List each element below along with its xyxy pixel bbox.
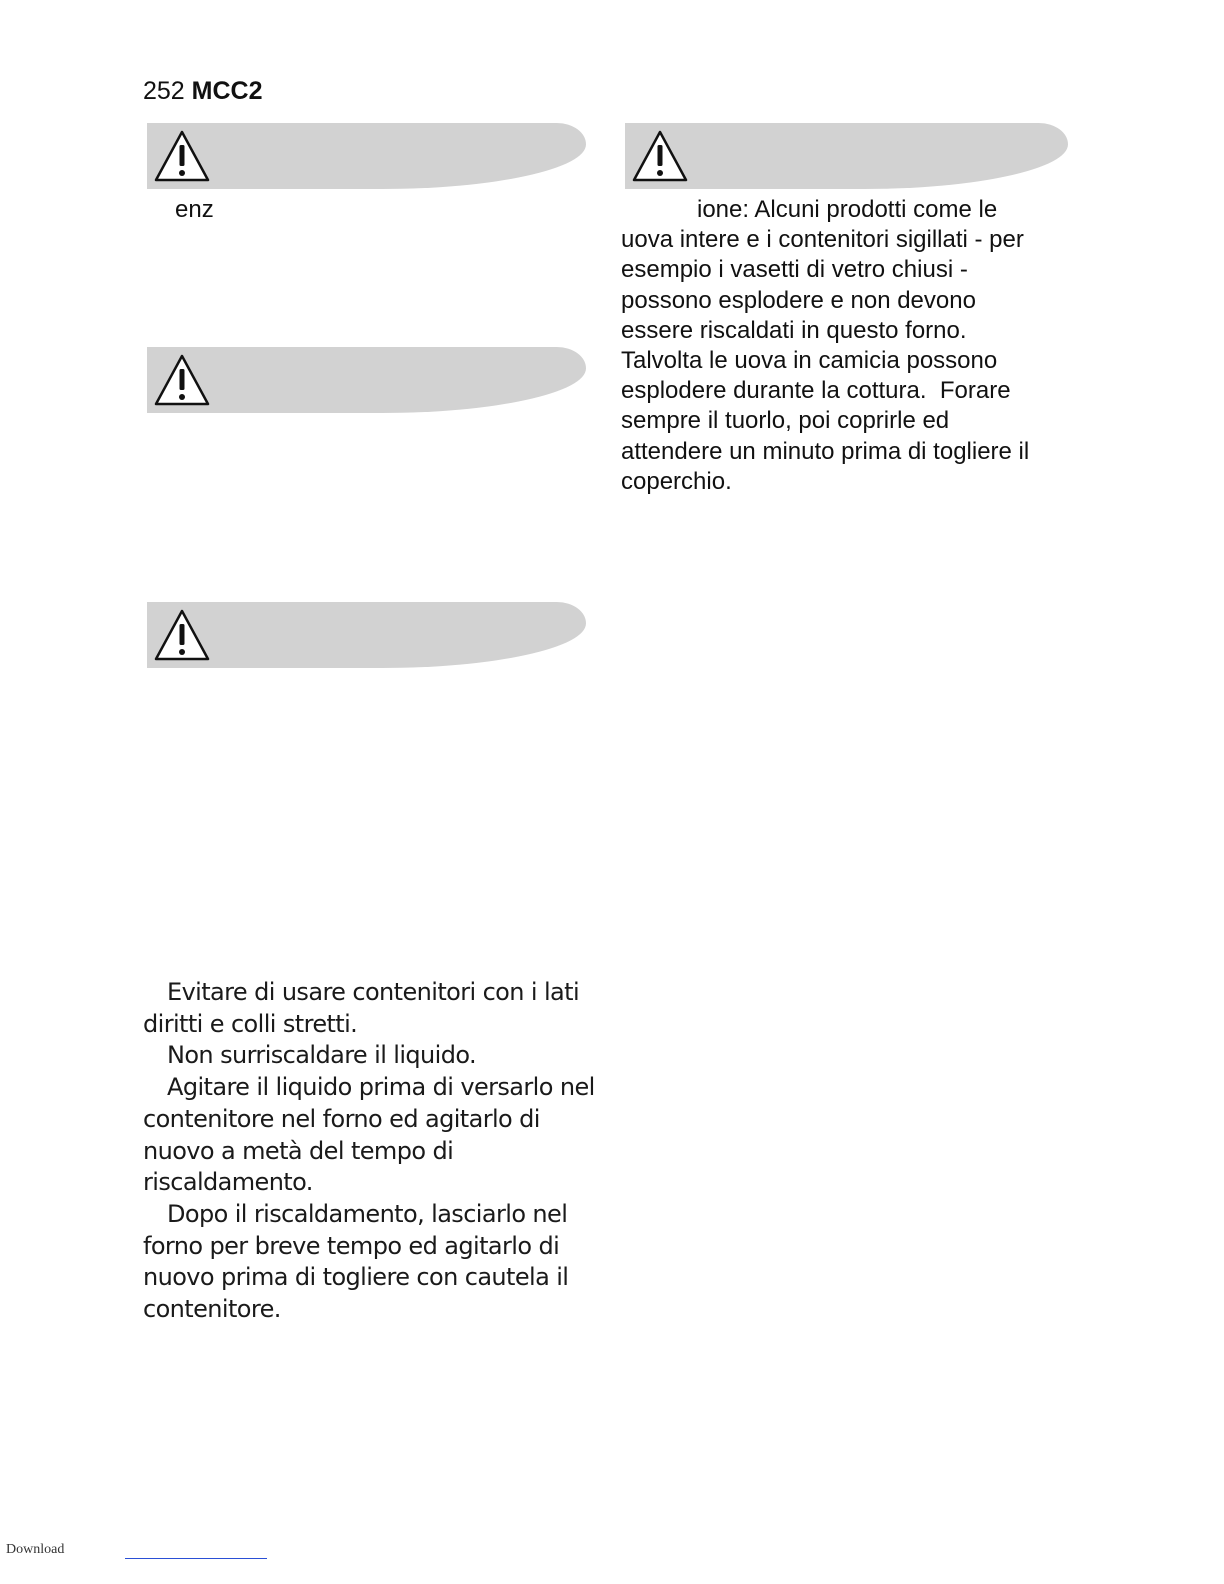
list-item: Evitare di usare contenitori con i lati [167,978,580,1006]
warning-triangle-icon [151,351,213,409]
list-item-continuation: contenitore nel forno ed agitarlo di [143,1104,540,1133]
paragraph-line: sempre il tuorlo, poi coprirle ed [621,407,950,435]
warning-banner-3 [147,602,586,668]
list-item-continuation: nuovo prima di togliere con cautela il [143,1263,569,1292]
paragraph-line: essere riscaldati in questo forno. [621,316,967,344]
paragraph-line: esplodere durante la cottura. Forare [621,377,1011,405]
paragraph-line: uova intere e i contenitori sigillati - per [621,226,1024,254]
warning-triangle-icon [151,127,213,185]
warning-banner-2 [147,347,586,413]
list-item: Dopo il riscaldamento, lasciarlo nel [167,1199,568,1228]
footer-download-label: Download [6,1542,65,1557]
warning-triangle-icon [629,127,691,185]
paragraph-line: possono esplodere e non devono [621,286,976,314]
warning-triangle-icon [151,606,213,664]
list-item: Non surriscaldare il liquido. [167,1041,477,1070]
paragraph-line: ione: Alcuni prodotti come le [697,196,998,223]
paragraph-line: coperchio. [621,467,732,495]
model-name: MCC2 [191,77,263,105]
warning-banner-1 [147,123,586,189]
paragraph-line: attendere un minuto prima di togliere il [621,437,1030,465]
warning-banner-4 [625,123,1068,189]
list-item-continuation: contenitore. [143,1295,281,1324]
left-fragment-text: enz [175,196,214,223]
right-paragraph [621,195,1029,497]
liquid-heating-tips [143,977,595,1326]
list-item-continuation: nuovo a metà del tempo di [143,1136,454,1165]
paragraph-line: esempio i vasetti di vetro chiusi - [621,256,968,284]
list-item-continuation: diritti e colli stretti. [143,1009,358,1038]
paragraph-line: Talvolta le uova in camicia possono [621,347,998,375]
page-header [143,76,263,106]
list-item: Agitare il liquido prima di versarlo nel [167,1073,595,1102]
list-item-continuation: riscaldamento. [143,1168,313,1197]
list-item-continuation: forno per breve tempo ed agitarlo di [143,1231,560,1260]
footer-link-underline[interactable] [125,1558,267,1559]
page-number: 252 [143,77,185,105]
